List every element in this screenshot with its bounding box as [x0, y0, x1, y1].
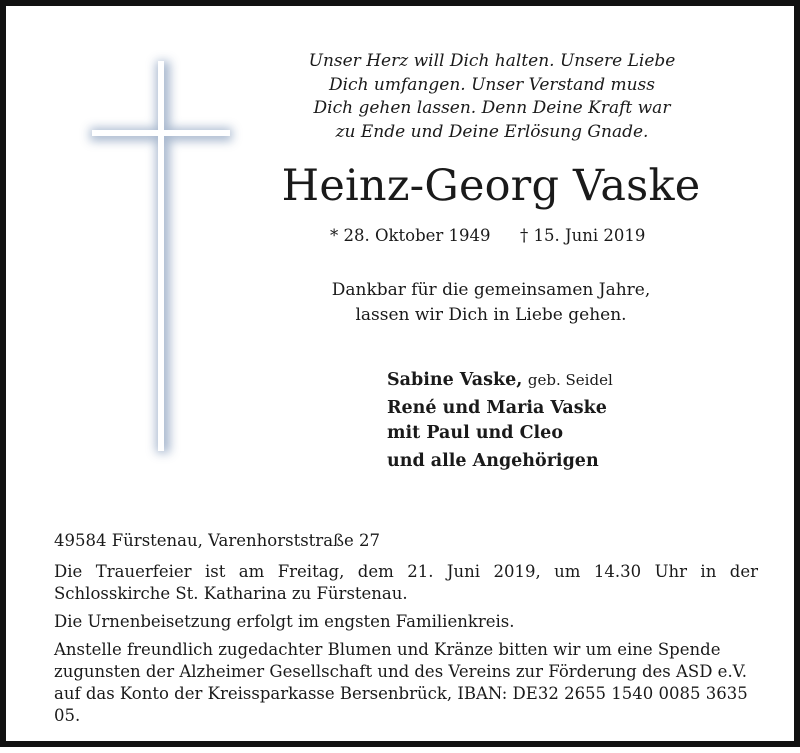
poem-line: zu Ende und Deine Erlösung Gnade.: [335, 121, 649, 142]
mourner-grandchildren: mit Paul und Cleo: [387, 423, 563, 443]
farewell-line: Dankbar für die gemeinsamen Jahre,: [331, 280, 651, 300]
spouse-birthname: geb. Seidel: [527, 371, 613, 389]
death-date: † 15. Juni 2019: [520, 226, 646, 245]
farewell-text: [306, 278, 676, 328]
memorial-poem: [302, 50, 682, 144]
deceased-name: Heinz-Georg Vaske: [281, 161, 701, 211]
birth-date: * 28. Oktober 1949: [330, 226, 491, 245]
poem-line: Unser Herz will Dich halten. Unsere Liebe: [308, 51, 676, 71]
notice-details: [54, 530, 758, 733]
mourner-relatives: und alle Angehörigen: [387, 451, 599, 471]
poem-line: Dich umfangen. Unser Verstand muss: [328, 74, 656, 95]
mourners-list: [387, 368, 707, 474]
family-address: 49584 Fürstenau, Varenhorststraße 27: [54, 531, 381, 550]
mourner-spouse: [387, 368, 707, 393]
farewell-line: lassen wir Dich in Liebe gehen.: [355, 305, 627, 325]
mourner-children: René und Maria Vaske: [387, 398, 607, 418]
poem-line: Dich gehen lassen. Denn Deine Kraft war: [313, 98, 671, 118]
donation-info: Anstelle freundlich zugedachter Blumen und Kränze bitten wir um eine Spende zugunsten der Alzheimer Gesellschaft und des Vereins zur Förderung des ASD e.V. auf das Konto der Kreissparkasse Bersenbrück, IBAN: DE32 2655 1540 0085 3635 05.: [54, 640, 748, 725]
urn-burial-info: Die Urnenbeisetzung erfolgt im engsten Familienkreis.: [54, 612, 515, 631]
funeral-info: Die Trauerfeier ist am Freitag, dem 21. Juni 2019, um 14.30 Uhr in der Schlosskirche St. Katharina zu Fürstenau.: [54, 562, 758, 603]
spouse-name: Sabine Vaske,: [387, 370, 523, 390]
